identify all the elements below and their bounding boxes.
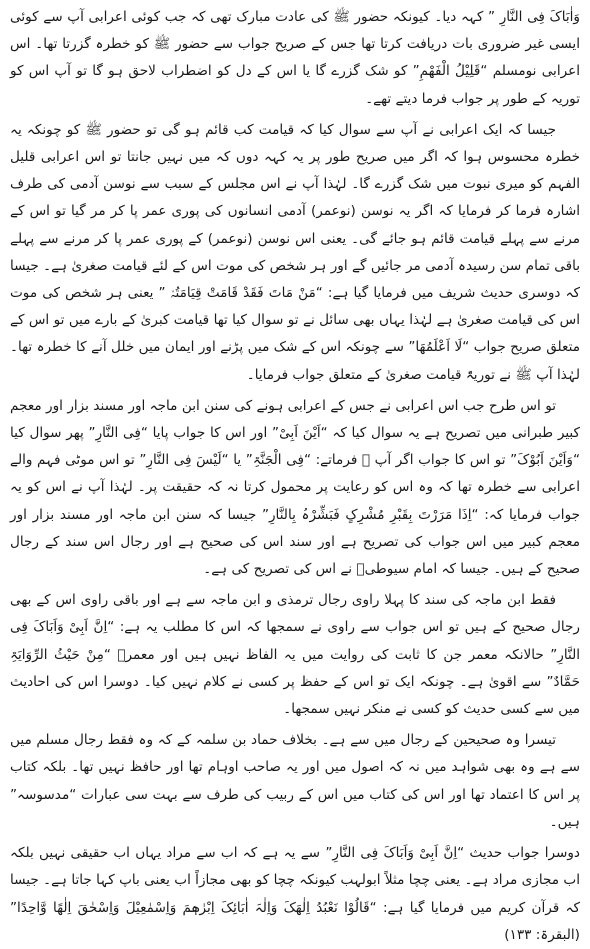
paragraph-5: تیسرا وہ صحیحین کے رجال میں سے ہے۔ بخلاف حماد بن سلمہ کے کہ وہ فقط رجال مسلم میں سے ہے وہ بھی شواہد میں نہ کہ اصول میں اور یہ صاحب اوہام تھا اور حافظ نہیں تھا۔ بلکہ کتاب پر اس کا اعتماد تھا اور اس کی کتاب میں اس کے ربیب کی طرف سے بہت سی عبارات “مدسوسہ” ہیں۔: [10, 732, 580, 830]
paragraph-4: فقط ابن ماجہ کی سند کا پہلا راوی رجال ترمذی و ابن ماجہ سے ہے اور باقی راوی اس کے بھی رجال صحیح کے ہیں تو اس جواب سے راوی نے سمجھا کہ اس کا مطلب یہ ہے: “اِنَّ اَبِیْ وَاَبَاکَ فِی النَّارِ” حالانکہ معمر جن کا ثابت کی روایت میں یہ الفاظ نہیں ہیں اور معمرؒ “مِنْ حَیْثُ الرِّوَایَۃِ حَمَّادٌ” سے اقویٰ ہے۔ چونکہ ایک تو اس کے حفظ پر کسی نے کلام نہیں کیا۔ دوسرا اس کی احادیث میں سے کسی حدیث کو کسی نے منکر نہیں سمجھا۔: [10, 592, 580, 718]
paragraph-1: وَاٰبَاکَ فِی النَّارِ ” کہہ دیا۔ کیونکہ حضور ﷺ کی عادت مبارک تھی کہ جب کوئی اعرابی آپ سے کوئی ایسی غیر ضروری بات دریافت کرتا تھا جس کے صریح جواب سے حضور ﷺ کو خطرہ گزرتا تھا۔ اس اعرابی نومسلم “قَلِیْلُ الْفَھْمِ” کو شک گزرے گا یا اس کے دل کو اضطراب لاحق ہو گا تو آپ اس کو توریہ کے طور پر جواب فرما دیتے تھے۔: [10, 9, 580, 107]
paragraph-2: جیسا کہ ایک اعرابی نے آپ سے سوال کیا کہ قیامت کب قائم ہو گی تو حضور ﷺ کو چونکہ یہ خطرہ محسوس ہوا کہ اگر میں صریح طور پر یہ کہہ دوں کہ میں نہیں جانتا تو اس اعرابی قلیل الفہم کو میری نبوت میں شک گزرے گا۔ لہٰذا آپ نے اس مجلس کے سبب سے نوسن آدمی کی طرف اشارہ فرما کر فرمایا کہ اگر یہ نوسن (نوعمر) آدمی انسانوں کی پوری عمر پا کر مر گیا تو اس کے مرنے سے پہلے قیامت قائم ہو جائے گی۔ یعنی اس نوسن (نوعمر) کے پوری عمر پا کر مرنے سے پہلے باقی تمام سن رسیدہ آدمی مر جائیں گے اور ہر شخص کی موت اس کے لئے قیامت صغریٰ ہے۔ جیسا کہ دوسری حدیث شریف میں فرمایا گیا ہے: “مَنْ مَاتَ فَقَدْ قَامَتْ قِیَامَتُہٗ ” یعنی ہر شخص کی موت اس کی قیامت صغریٰ ہے لہٰذا یہاں بھی سائل نے تو سوال کیا تھا قیامت کبریٰ کے بارے میں تو اس کے متعلق صریح جواب “لَا اَعْلَمُھَا” سے چونکہ اس کے شک میں پڑنے اور ایمان میں خلل آنے کا خطرہ تھا۔ لہٰذا آپ ﷺ نے توریۃً قیامت صغریٰ کے متعلق جواب فرمایا۔: [10, 121, 580, 383]
paragraph-6: دوسرا جواب حدیث “اِنَّ اَبِیْ وَاَبَاکَ فِی النَّارِ” سے یہ ہے کہ اب سے مراد یہاں اب حقیقی نہیں بلکہ اب مجازی مراد ہے۔ یعنی چچا مثلاً ابولہب کیونکہ چچا کو بھی مجازاً اب یعنی باپ کہا جاتا ہے۔ جیسا کہ قرآن کریم میں فرمایا گیا ہے: “قَالُوْا نَعْبُدُ اِلٰھَکَ وَاِلٰہَ اٰبَائِکَ اِبْرٰھٖمَ وَاِسْمٰعِیْلَ وَاِسْحٰقَ اِلٰھًا وَّاحِدًا” (البقرۃ: ۱۳۳): [10, 845, 580, 943]
paragraph-3: تو اس طرح جب اس اعرابی نے جس کے اعرابی ہونے کی سنن ابن ماجہ اور مسند بزار اور معجم کبیر طبرانی میں تصریح ہے یہ سوال کیا کہ “اَیْنَ اَبِیْ” اور اس کا جواب پایا “فِی النَّارِ” پھر سوال کیا “وَاَیْنَ اَبُوْکَ” تو اس کا جواب اگر آپ ﷺ فرماتے: “فِی الْجَنَّۃِ” یا “لَیْسَ فِی النَّارِ” تو اس موٹی فہم والے اعرابی سے خطرہ تھا کہ وہ اس کو رعایت پر محمول کرتا نہ کہ حقیقت پر۔ لہٰذا آپ نے اس کو یہ جواب فرمایا کہ: “اِذَا مَرَرْتَ بِقَبْرِ مُشْرِکٍ فَبَشِّرْہُ بِالنَّارِ” جیسا کہ سنن ابن ماجہ اور مسند بزار اور معجم کبیر میں اس جواب کی تصریح ہے اور سند اس کی صحیح ہے اور رجال اس سند کے رجال صحیح کے ہیں۔ جیسا کہ امام سیوطیؒ نے اس کی تصریح کی ہے۔: [10, 397, 580, 578]
